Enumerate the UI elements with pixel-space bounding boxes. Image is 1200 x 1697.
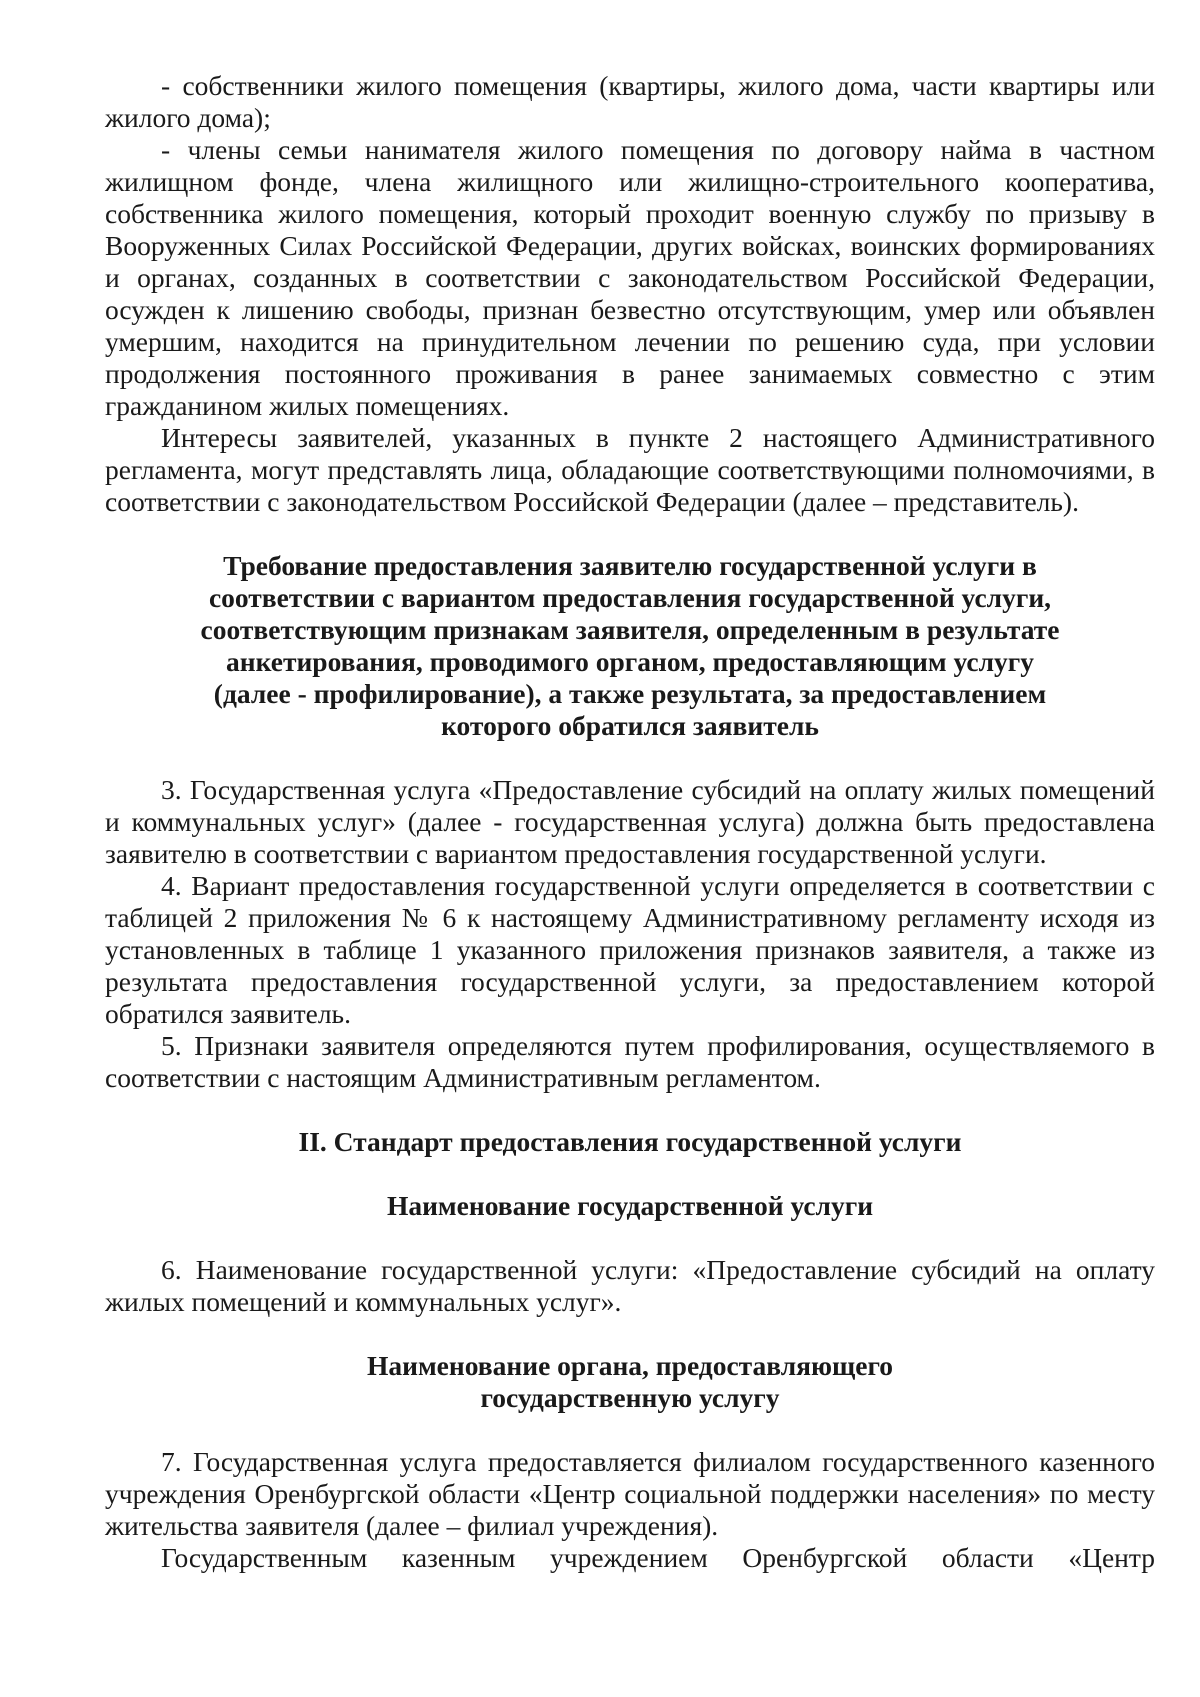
heading-requirement-line: (далее - профилирование), а также результата, за предоставлением: [213, 678, 1047, 709]
heading-requirement-line: Требование предоставления заявителю государственной услуги в: [223, 550, 1037, 581]
heading-requirement: [105, 550, 1155, 742]
paragraph-family-members: - члены семьи нанимателя жилого помещения по договору найма в частном жилищном фонде, члена жилищного или жилищно-строительного кооператива, собственника жилого помещения, который проходит военную службу по призыву в Вооруженных Силах Российской Федерации, других войсках, воинских формированиях и органах, созданных в соответствии с законодательством Российской Федерации, осужден к лишению свободы, признан безвестно отсутствующим, умер или объявлен умершим, находится на принудительном лечении по решению суда, при условии продолжения постоянного проживания в ранее занимаемых совместно с этим гражданином жилых помещениях.: [105, 134, 1155, 421]
heading-requirement-line: соответствии с вариантом предоставления государственной услуги,: [208, 582, 1052, 613]
paragraph-4: 4. Вариант предоставления государственной услуги определяется в соответствии с таблицей 2 приложения № 6 к настоящему Административному регламенту исходя из установленных в таблице 1 указанного приложения признаков заявителя, а также из результата предоставления государственной услуги, за предоставлением которой обратился заявитель.: [105, 870, 1155, 1029]
heading-requirement-line: анкетирования, проводимого органом, предоставляющим услугу: [225, 646, 1034, 677]
heading-section-2: II. Стандарт предоставления государственной услуги: [298, 1126, 962, 1157]
paragraph-5: 5. Признаки заявителя определяются путем профилирования, осуществляемого в соответствии с настоящим Административным регламентом.: [105, 1030, 1155, 1093]
heading-service-name: Наименование государственной услуги: [386, 1190, 874, 1221]
paragraph-7: 7. Государственная услуга предоставляется филиалом государственного казенного учреждения Оренбургской области «Центр социальной поддержки населения» по месту жительства заявителя (далее – филиал учреждения).: [105, 1446, 1155, 1541]
paragraph-6: 6. Наименование государственной услуги: «Предоставление субсидий на оплату жилых помещений и коммунальных услуг».: [105, 1254, 1155, 1317]
document-page: [105, 70, 1155, 1574]
paragraph-representative: Интересы заявителей, указанных в пункте 2 настоящего Административного регламента, могут представлять лица, обладающие соответствующими полномочиями, в соответствии с законодательством Российской Федерации (далее – представитель).: [105, 422, 1155, 517]
heading-requirement-line: соответствующим признакам заявителя, определенным в результате: [200, 614, 1060, 645]
heading-providing-body-line: Наименование органа, предоставляющего: [366, 1350, 894, 1381]
paragraph-last: Государственным казенным учреждением Оренбургской области «Центр: [161, 1542, 1155, 1573]
paragraph-owners: - собственники жилого помещения (квартиры, жилого дома, части квартиры или жилого дома);: [105, 70, 1155, 133]
heading-providing-body: [105, 1350, 1155, 1414]
paragraph-3: 3. Государственная услуга «Предоставление субсидий на оплату жилых помещений и коммунальных услуг» (далее - государственная услуга) должна быть предоставлена заявителю в соответствии с вариантом предоставления государственной услуги.: [105, 774, 1155, 869]
heading-requirement-line: которого обратился заявитель: [441, 710, 819, 741]
heading-providing-body-line: государственную услугу: [480, 1382, 780, 1413]
